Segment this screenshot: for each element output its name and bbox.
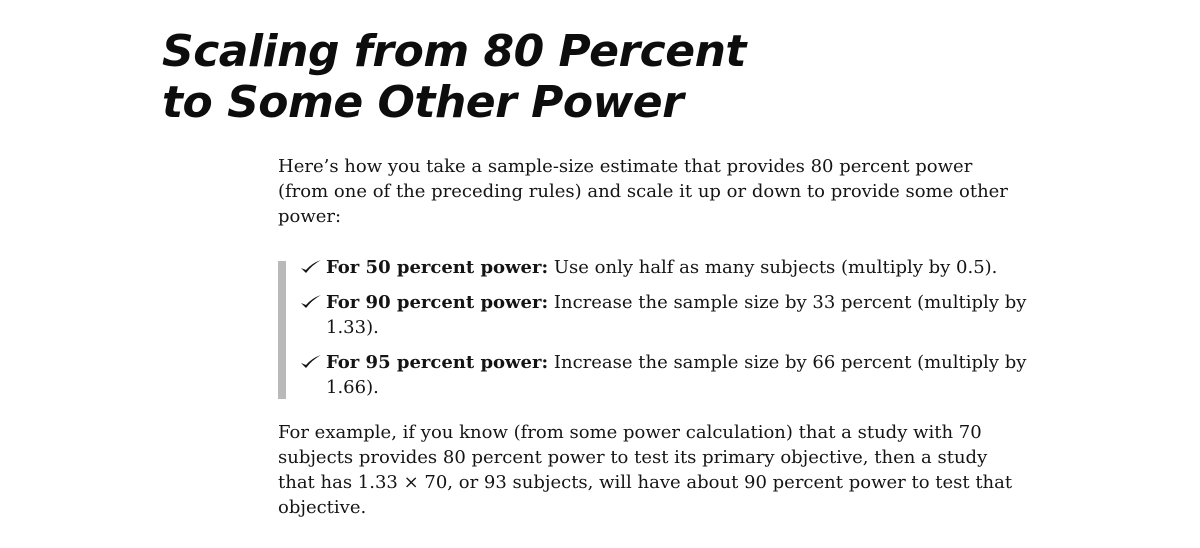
page-title-line-2: to Some Other Power	[162, 77, 684, 128]
check-icon	[300, 354, 322, 370]
bullet-text: Increase the sample size by 66 percent (multiply by 1.66).	[326, 352, 1027, 398]
intro-paragraph: Here’s how you take a sample-size estimate that provides 80 percent power (from one of the preceding rules) and scale it up or down to provide some other power:	[278, 156, 1008, 227]
list-item	[300, 255, 1056, 280]
bullet-text: Increase the sample size by 33 percent (multiply by 1.33).	[326, 292, 1027, 338]
list-item	[300, 350, 1056, 400]
sidebar-bar	[278, 261, 286, 399]
check-icon	[300, 259, 322, 275]
bullet-lead: For 90 percent power:	[326, 292, 549, 313]
example-paragraph: For example, if you know (from some power calculation) that a study with 70 subjects provides 80 percent power to test its primary objective, then a study that has 1.33 × 70, or 93 subjects, will have about 90 percent power to test that objective.	[278, 422, 1013, 518]
page-title-line-1: Scaling from 80 Percent	[162, 26, 746, 77]
list-item	[300, 290, 1056, 340]
bullet-block	[278, 255, 1048, 400]
check-icon	[300, 294, 322, 310]
bullet-lead: For 50 percent power:	[326, 257, 549, 278]
content-body	[278, 154, 1048, 520]
page-title	[162, 26, 862, 128]
bullet-list	[300, 255, 1048, 400]
bullet-lead: For 95 percent power:	[326, 352, 549, 373]
bullet-text: Use only half as many subjects (multiply by 0.5).	[548, 257, 998, 278]
